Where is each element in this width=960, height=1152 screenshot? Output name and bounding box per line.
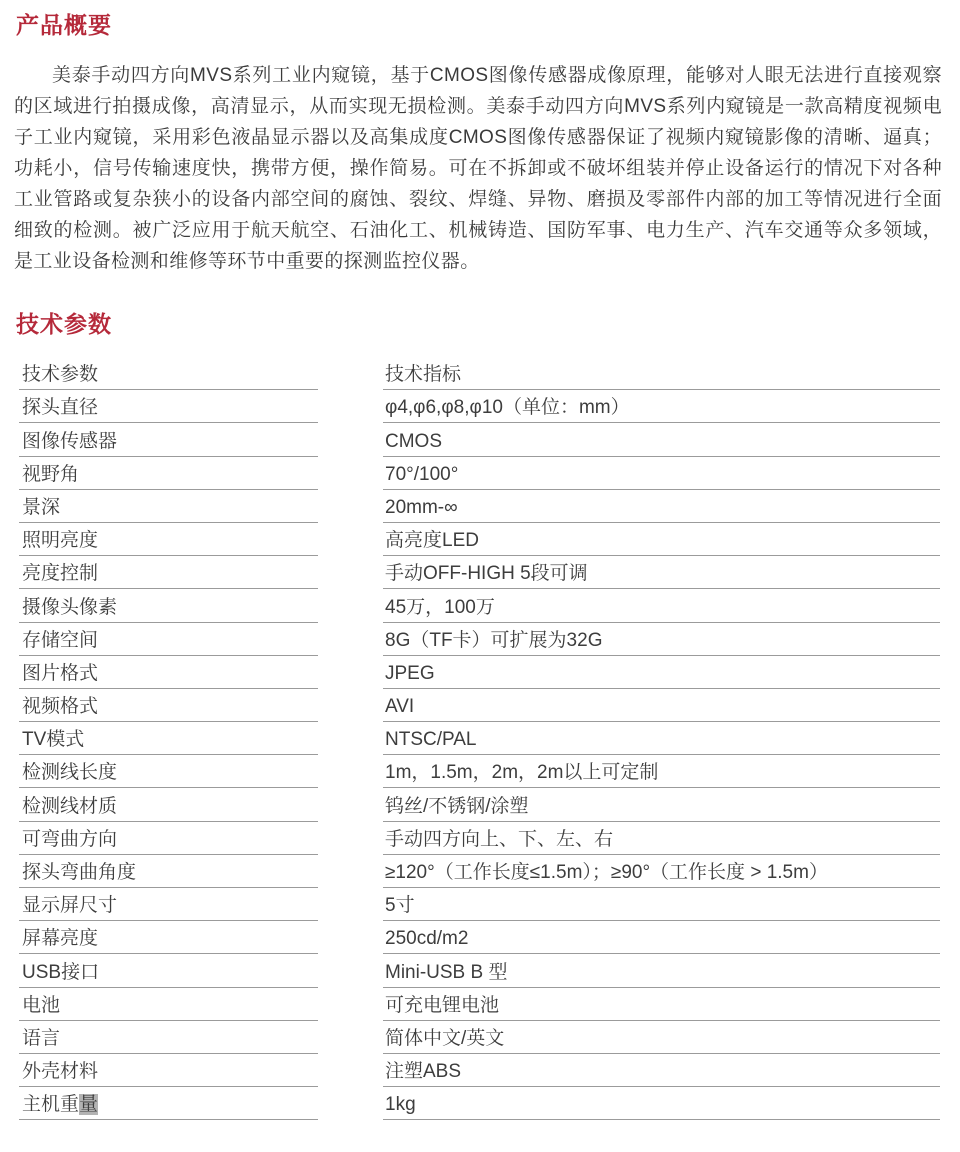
table-row: [19, 689, 940, 722]
overview-paragraph: 美泰手动四方向MVS系列工业内窥镜，基于CMOS图像传感器成像原理，能够对人眼无法进行直接观察的区域进行拍摄成像，高清显示，从而实现无损检测。美泰手动四方向MVS系列内窥镜是一款高精度视频电子工业内窥镜，采用彩色液晶显示器以及高集成度CMOS图像传感器保证了视频内窥镜影像的清晰、逼真；功耗小，信号传输速度快，携带方便，操作简易。可在不拆卸或不破坏组装并停止设备运行的情况下对各种工业管路或复杂狭小的设备内部空间的腐蚀、裂纹、焊缝、异物、磨损及零部件内部的加工等情况进行全面细致的检测。被广泛应用于航天航空、石油化工、机械铸造、国防军事、电力生产、汽车交通等众多领域，是工业设备检测和维修等环节中重要的探测监控仪器。: [14, 65, 942, 272]
spec-value: φ4,φ6,φ8,φ10（单位：mm）: [383, 390, 940, 423]
table-row: [19, 1054, 940, 1087]
spec-label: 探头弯曲角度: [19, 855, 318, 888]
spec-value: AVI: [383, 689, 940, 722]
table-row: [19, 656, 940, 689]
spec-value: ≥120°（工作长度≤1.5m）；≥90°（工作长度 > 1.5m）: [383, 855, 940, 888]
table-row: [19, 523, 940, 556]
spec-label: 外壳材料: [19, 1054, 318, 1087]
table-row: [19, 855, 940, 888]
table-row: [19, 589, 940, 622]
spec-label: 探头直径: [19, 390, 318, 423]
spec-value: 8G（TF卡）可扩展为32G: [383, 623, 940, 656]
table-row: [19, 1021, 940, 1054]
spec-label: 视频格式: [19, 689, 318, 722]
table-row: [19, 954, 940, 987]
spec-label: 照明亮度: [19, 523, 318, 556]
table-row: [19, 457, 940, 490]
spec-label: 屏幕亮度: [19, 921, 318, 954]
spec-rows-container: [19, 390, 940, 1120]
spec-label: 景深: [19, 490, 318, 523]
table-row: [19, 921, 940, 954]
spec-label: 主机重 量: [19, 1087, 318, 1120]
table-row: [19, 722, 940, 755]
table-row: [19, 755, 940, 788]
table-row: [19, 390, 940, 423]
spec-label: 摄像头像素: [19, 589, 318, 622]
table-row: [19, 788, 940, 821]
spec-value: 250cd/m2: [383, 921, 940, 954]
highlighted-char: 量: [79, 1094, 99, 1116]
spec-value: 1kg: [383, 1087, 940, 1120]
column-header-parameter: 技术参数: [19, 357, 318, 390]
spec-value: 1m，1.5m，2m，2m以上可定制: [383, 755, 940, 788]
spec-label: 显示屏尺寸: [19, 888, 318, 921]
spec-value: 45万，100万: [383, 589, 940, 622]
overview-section-title: 产品概要: [16, 12, 112, 38]
spec-value: 20mm-∞: [383, 490, 940, 523]
table-row: [19, 556, 940, 589]
table-row: [19, 623, 940, 656]
table-row: [19, 888, 940, 921]
spec-value: 5寸: [383, 888, 940, 921]
column-header-indicator: 技术指标: [383, 357, 940, 390]
spec-value: Mini-USB B 型: [383, 954, 940, 987]
spec-value: NTSC/PAL: [383, 722, 940, 755]
spec-value: 70°/100°: [383, 457, 940, 490]
spec-label: 检测线长度: [19, 755, 318, 788]
product-page: [0, 12, 960, 1152]
spec-value: CMOS: [383, 423, 940, 456]
specs-section-title: 技术参数: [16, 311, 112, 337]
table-row: [19, 988, 940, 1021]
spec-value: 钨丝/不锈钢/涂塑: [383, 788, 940, 821]
spec-table: [19, 357, 940, 1120]
spec-label: 可弯曲方向: [19, 822, 318, 855]
spec-value: 可充电锂电池: [383, 988, 940, 1021]
spec-label: 图像传感器: [19, 423, 318, 456]
spec-label: 亮度控制: [19, 556, 318, 589]
table-row: [19, 822, 940, 855]
table-row: [19, 1087, 940, 1120]
spec-label: 存储空间: [19, 623, 318, 656]
table-row: [19, 423, 940, 456]
spec-value: JPEG: [383, 656, 940, 689]
spec-value: 手动OFF-HIGH 5段可调: [383, 556, 940, 589]
spec-value: 高亮度LED: [383, 523, 940, 556]
spec-label: TV模式: [19, 722, 318, 755]
spec-value: 手动四方向上、下、左、右: [383, 822, 940, 855]
spec-value: 注塑ABS: [383, 1054, 940, 1087]
spec-label: 电池: [19, 988, 318, 1021]
spec-label: 视野角: [19, 457, 318, 490]
table-header-row: [19, 357, 940, 390]
spec-label: 检测线材质: [19, 788, 318, 821]
spec-value: 简体中文/英文: [383, 1021, 940, 1054]
spec-label: USB接口: [19, 954, 318, 987]
spec-label: 图片格式: [19, 656, 318, 689]
table-row: [19, 490, 940, 523]
spec-label: 语言: [19, 1021, 318, 1054]
